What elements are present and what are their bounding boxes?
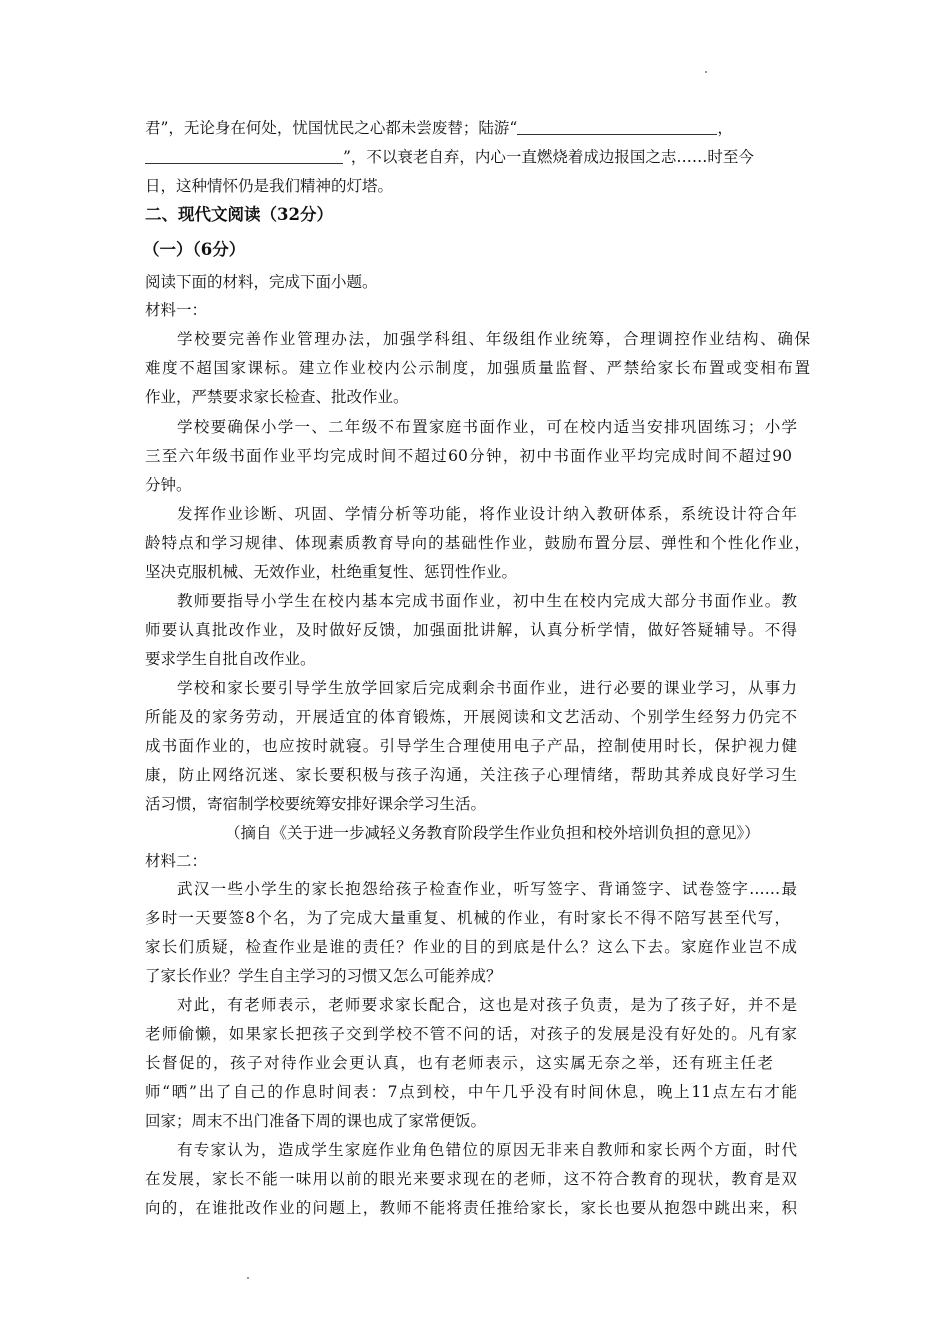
material1-p3-line2: 龄特点和学习规律、体现素质教育导向的基础性作业，鼓励布置分层、弹性和个性化作业， [145, 534, 810, 552]
material1-source: （摘自《关于进一步减轻义务教育阶段学生作业负担和校外培训负担的意见》） [225, 824, 760, 842]
material1-p4-line1: 教师要指导小学生在校内基本完成书面作业，初中生在校内完成大部分书面作业。教 [177, 592, 797, 610]
instruction-text: 阅读下面的材料，完成下面小题。 [145, 273, 378, 291]
material1-p2-line3: 分钟。 [145, 476, 192, 494]
subsection-title: （一）（6分） [143, 240, 246, 259]
material2-p3-line3: 向的，在谁批改作业的问题上，教师不能将责任推给家长，家长也要从抱怨中跳出来，积 [145, 1199, 797, 1217]
material1-p1-line1: 学校要完善作业管理办法，加强学科组、年级组作业统筹，合理调控作业结构、确保 [177, 330, 810, 348]
material1-p2-line2: 三至六年级书面作业平均完成时间不超过60分钟，初中书面作业平均完成时间不超过90 [145, 447, 792, 465]
answer-blank-2[interactable] [145, 149, 343, 164]
material1-p5-line4: 康，防止网络沉迷、家长要积极与孩子沟通，关注孩子心理情绪，帮助其养成良好学习生 [145, 766, 797, 784]
poem-line-3: 日，这种情怀仍是我们精神的灯塔。 [145, 177, 394, 195]
material1-p2-line1: 学校要确保小学一、二年级不布置家庭书面作业，可在校内适当安排巩固练习；小学 [177, 418, 797, 436]
material1-p1-line2: 难度不超国家课标。建立作业校内公示制度，加强质量监督、严禁给家长布置或变相布置 [145, 359, 810, 377]
material2-p2-line5: 回家；周末不出门准备下周的课也成了家常便饭。 [145, 1112, 487, 1130]
material1-p5-line5: 活习惯，寄宿制学校要统筹安排好课余学习生活。 [145, 795, 487, 813]
material1-p5-line2: 所能及的家务劳动，开展适宜的体育锻炼，开展阅读和文艺活动、个别学生经努力仍完不 [145, 708, 797, 726]
poem-text-1a: 君”，无论身在何处，忧国忧民之心都未尝废替；陆游“ [145, 119, 518, 137]
material2-p2-line4: 师“晒”出了自己的作息时间表：7点到校，中午几乎没有时间休息，晚上11点左右才能 [145, 1083, 797, 1101]
material1-p3-line1: 发挥作业诊断、巩固、学情分析等功能，将作业设计纳入教研体系，系统设计符合年 [177, 505, 797, 523]
poem-line-2 [145, 146, 810, 168]
material1-p5-line3: 成书面作业的，也应按时就寝。引导学生合理使用电子产品，控制使用时长，保护视力健 [145, 737, 797, 755]
material2-p1-line1: 武汉一些小学生的家长抱怨给孩子检查作业，听写签字、背诵签字、试卷签字……最 [177, 880, 797, 898]
material2-p3-line2: 在发展，家长不能一味用以前的眼光来要求现在的老师，这不符合教育的现状，教育是双 [145, 1170, 797, 1188]
material1-label: 材料一： [145, 301, 208, 319]
poem-text-2b: ”，不以衰老自弃，内心一直燃烧着成边报国之志……时至今 [343, 148, 754, 166]
scan-dot-top [705, 71, 707, 73]
material1-p4-line3: 要求学生自批自改作业。 [145, 650, 316, 668]
material2-p2-line3: 长督促的，孩子对待作业会更认真，也有老师表示，这实属无奈之举，还有班主任老 [145, 1054, 773, 1072]
material1-p1-line3: 作业，严禁要求家长检查、批改作业。 [145, 388, 409, 406]
material2-p1-line3: 家长们质疑，检查作业是谁的责任？作业的目的到底是什么？这么下去。家庭作业岂不成 [145, 938, 797, 956]
poem-line-1 [145, 117, 810, 139]
material2-p3-line1: 有专家认为，造成学生家庭作业角色错位的原因无非来自教师和家长两个方面，时代 [177, 1141, 797, 1159]
material1-p5-line1: 学校和家长要引导学生放学回家后完成剩余书面作业，进行必要的课业学习，从事力 [177, 679, 797, 697]
material2-p1-line2: 多时一天要签8个名，为了完成大量重复、机械的作业，有时家长不得不陪写甚至代写， [145, 909, 790, 927]
material2-label: 材料二： [145, 852, 208, 870]
material2-p1-line4: 了家长作业？学生自主学习的习惯又怎么可能养成？ [145, 967, 502, 985]
material2-p2-line1: 对此，有老师表示，老师要求家长配合，这也是对孩子负责，是为了孩子好，并不是 [177, 996, 797, 1014]
scan-dot-bottom [247, 1277, 249, 1279]
material2-p2-line2: 老师偷懒，如果家长把孩子交到学校不管不问的话，对孩子的发展是没有好处的。凡有家 [145, 1025, 797, 1043]
material1-p4-line2: 师要认真批改作业，及时做好反馈，加强面批讲解，认真分析学情，做好答疑辅导。不得 [145, 621, 797, 639]
section-title: 二、现代文阅读（32分） [145, 205, 333, 224]
poem-text-1b: ， [717, 119, 733, 137]
answer-blank-1[interactable] [517, 120, 717, 135]
material1-p3-line3: 坚决克服机械、无效作业，杜绝重复性、惩罚性作业。 [145, 563, 518, 581]
